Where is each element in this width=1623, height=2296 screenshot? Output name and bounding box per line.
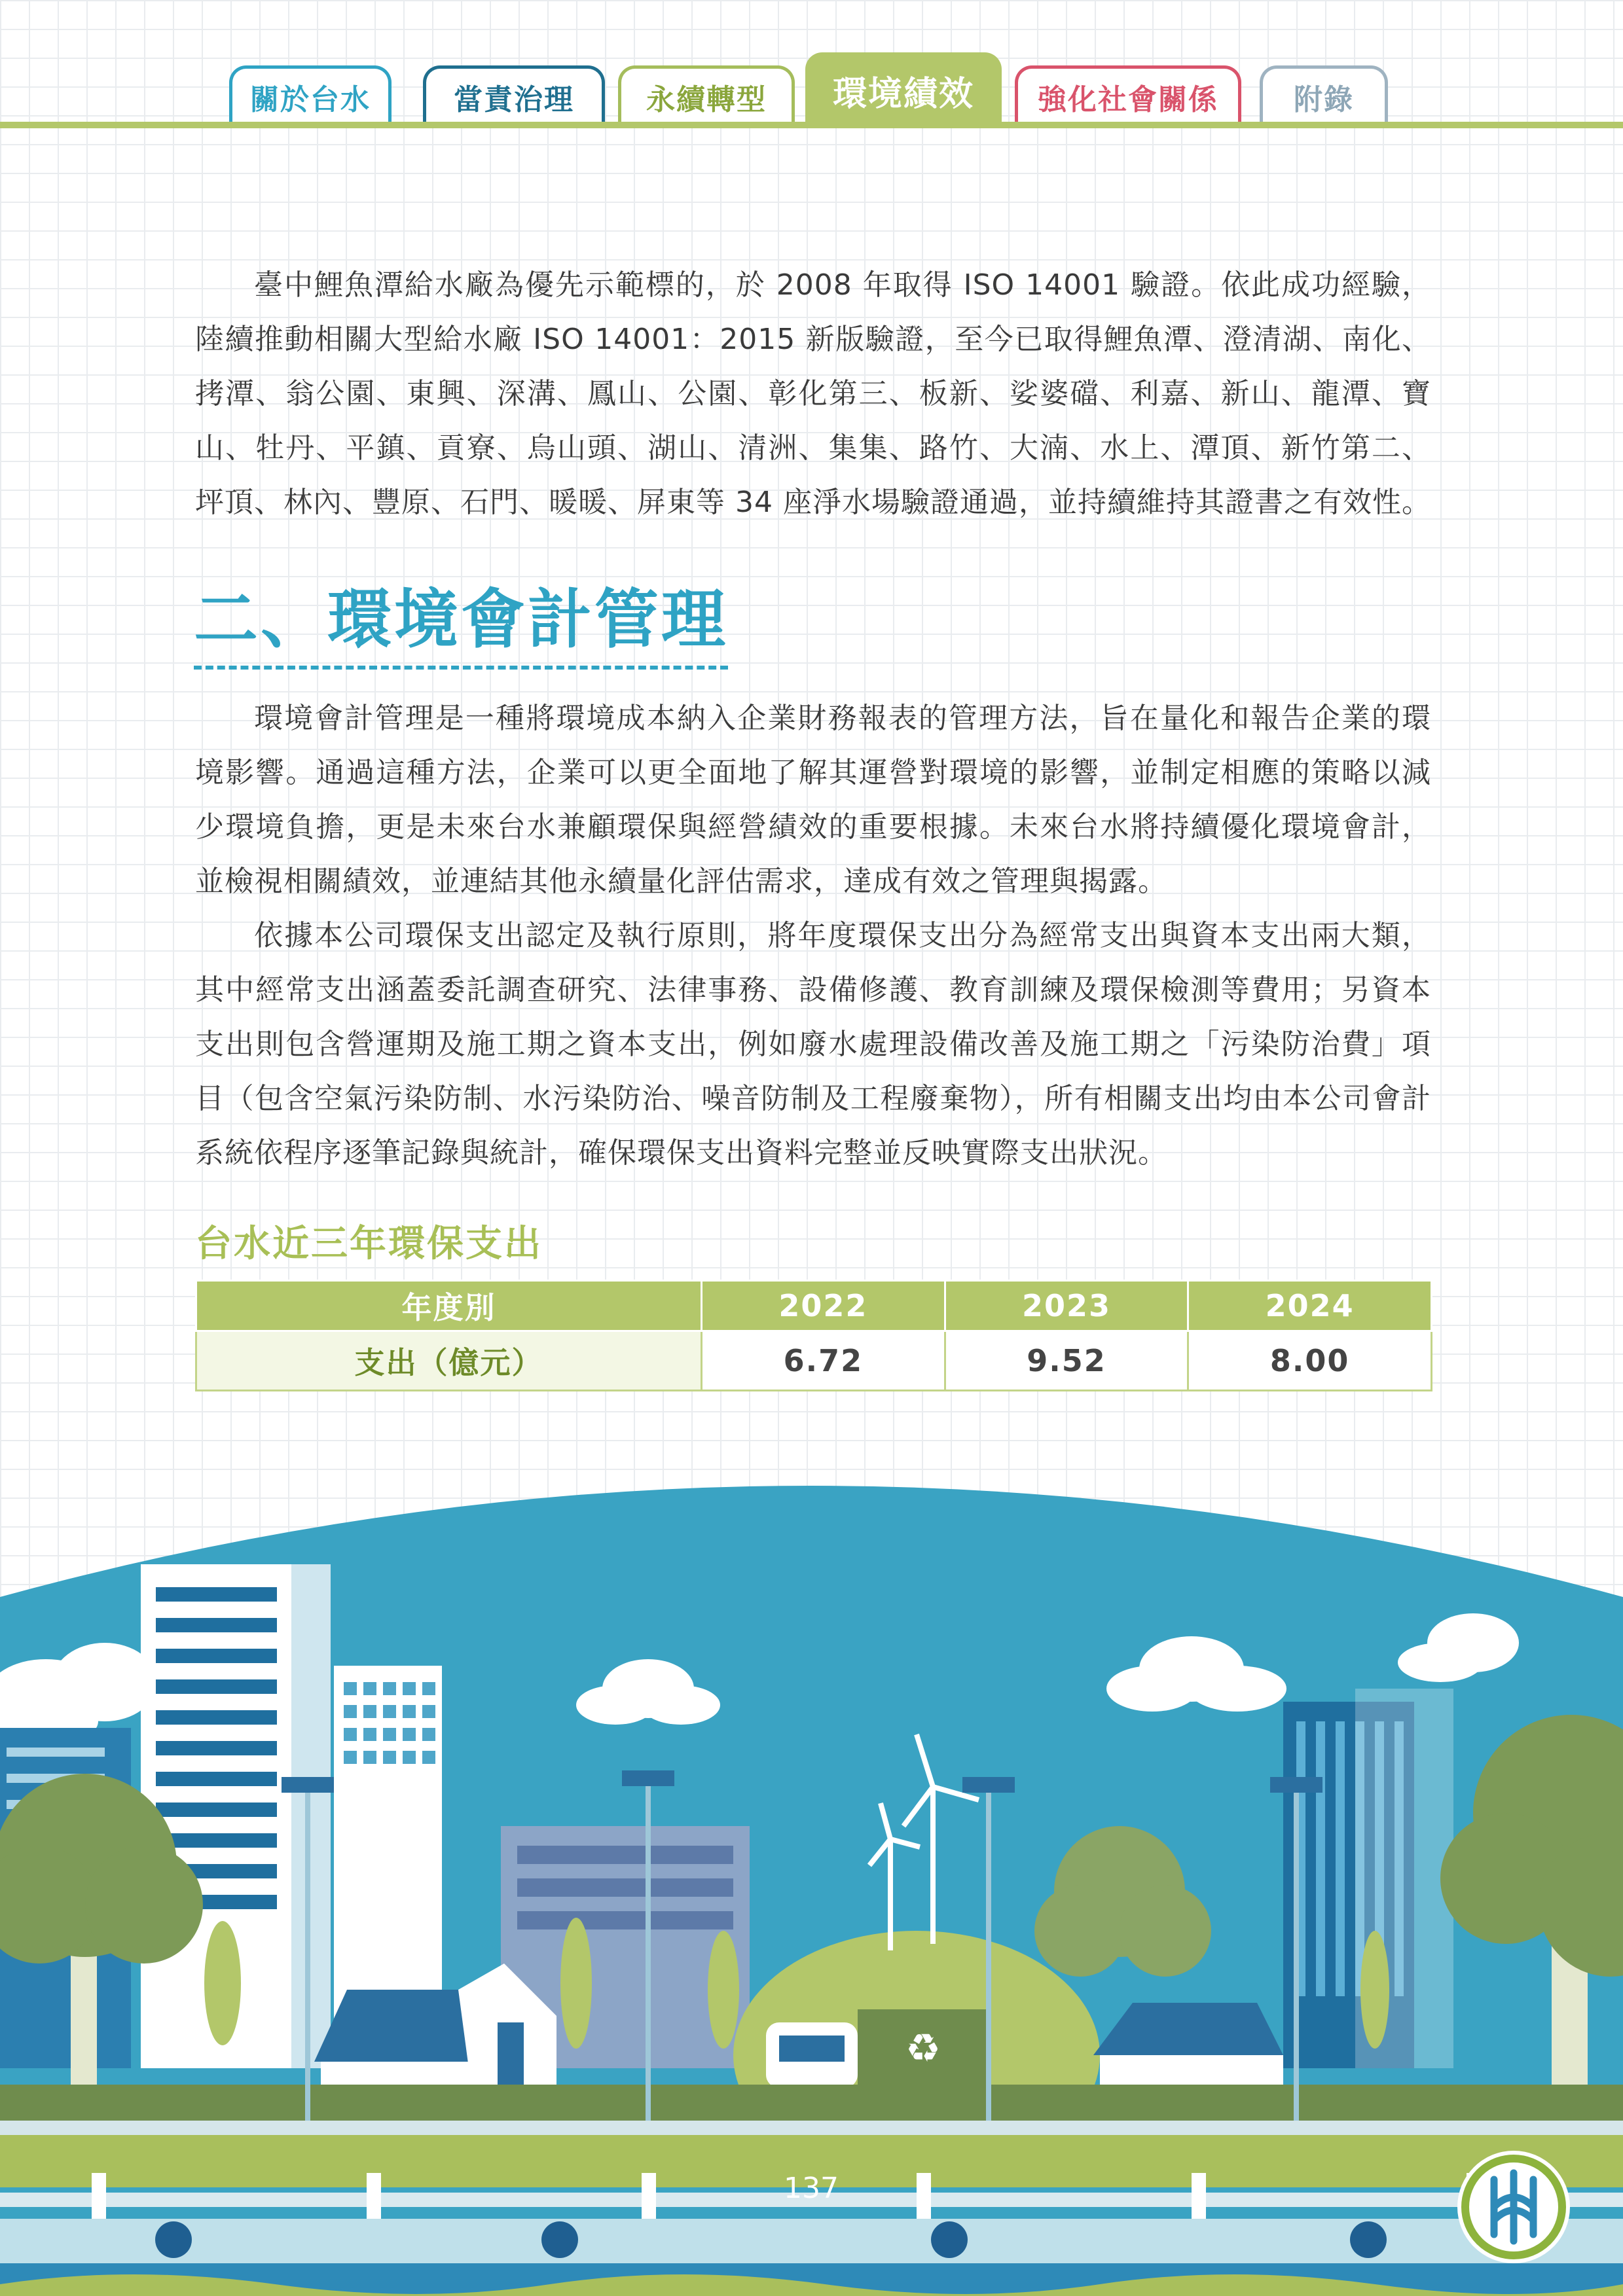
city-river-illustration	[0, 1446, 1623, 2296]
row-label: 支出（億元）	[196, 1331, 702, 1391]
header-2023: 2023	[945, 1281, 1188, 1331]
tab-governance[interactable]: 當責治理	[423, 65, 605, 124]
accounting-paragraph-1: 環境會計管理是一種將環境成本納入企業財務報表的管理方法，旨在量化和報告企業的環境影響。通過這種方法，企業可以更全面地了解其運營對環境的影響，並制定相應的策略以減少環境負擔，更是未來台水兼顧環保與經營績效的重要根據。未來台水將持續優化環境會計，並檢視相關績效，並連結其他永續量化評估需求，達成有效之管理與揭露。	[195, 702, 1431, 898]
header-2022: 2022	[702, 1281, 945, 1331]
header-year: 年度別	[196, 1281, 702, 1331]
tab-sustainability[interactable]: 永續轉型	[618, 65, 795, 124]
section-tab-bar	[0, 0, 1623, 131]
value-2024: 8.00	[1188, 1331, 1432, 1391]
value-2022: 6.72	[702, 1331, 945, 1391]
expenditure-table	[195, 1280, 1432, 1391]
table-row	[196, 1331, 1432, 1391]
tab-about[interactable]: 關於台水	[229, 65, 392, 124]
page-number: 137	[784, 2172, 839, 2205]
value-2023: 9.52	[945, 1331, 1188, 1391]
tab-appendix[interactable]: 附錄	[1260, 65, 1388, 124]
table-header-row	[196, 1281, 1432, 1331]
tab-divider-line	[0, 122, 1623, 128]
tab-social-relations[interactable]: 強化社會關係	[1015, 65, 1241, 124]
table-title: 台水近三年環保支出	[195, 1223, 543, 1265]
section-heading: 二、環境會計管理	[194, 568, 728, 670]
recycle-icon: ♻	[905, 2026, 941, 2072]
header-2024: 2024	[1188, 1281, 1432, 1331]
accounting-paragraph-2: 依據本公司環保支出認定及執行原則，將年度環保支出分為經常支出與資本支出兩大類，其中經常支出涵蓋委託調查研究、法律事務、設備修護、教育訓練及環保檢測等費用；另資本支出則包含營運期及施工期之資本支出，例如廢水處理設備改善及施工期之「污染防治費」項目（包含空氣污染防制、水污染防治、噪音防制及工程廢棄物），所有相關支出均由本公司會計系統依程序逐筆記錄與統計，確保環保支出資料完整並反映實際支出狀況。	[195, 919, 1431, 1170]
tab-environmental-performance[interactable]: 環境績效	[805, 52, 1002, 126]
ground-strip	[0, 2085, 1623, 2121]
water-company-logo-icon	[1455, 2148, 1573, 2266]
iso-certification-paragraph: 臺中鯉魚潭給水廠為優先示範標的，於 2008 年取得 ISO 14001 驗證。依此成功經驗，陸續推動相關大型給水廠 ISO 14001：2015 新版驗證，至今已取得鯉魚潭、澄清湖、南化、拷潭、翁公園、東興、深溝、鳳山、公園、彰化第三、板新、娑婆礑、利嘉、新山、龍潭、寶山、牡丹、平鎮、貢寮、烏山頭、湖山、清洲、集集、路竹、大湳、水上、潭頂、新竹第二、坪頂、林內、豐原、石門、暖暖、屏東等 34 座淨水場驗證通過，並持續維持其證書之有效性。	[195, 268, 1431, 519]
